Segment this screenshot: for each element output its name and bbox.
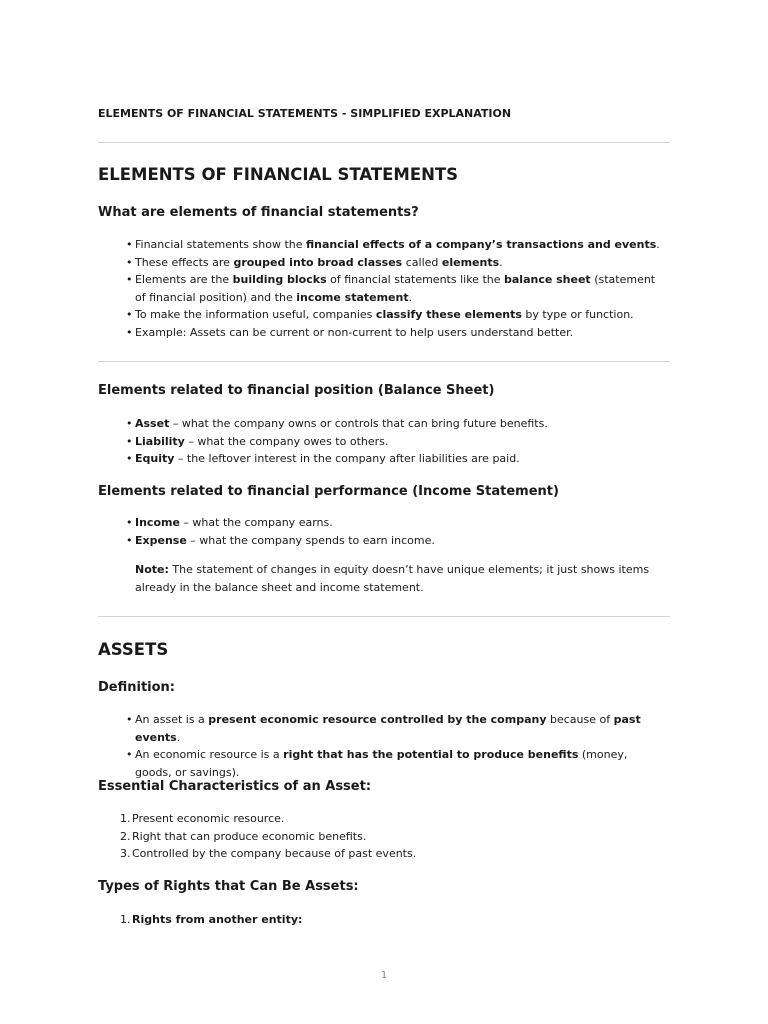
list-item xyxy=(126,254,666,272)
section-subtitle: What are elements of financial statements? xyxy=(98,205,419,220)
elements-bullet-list xyxy=(126,236,666,341)
performance-bullet-list xyxy=(126,514,666,549)
bold-text: classify these elements xyxy=(375,308,522,321)
list-item xyxy=(126,532,666,550)
rights-heading: Types of Rights that Can Be Assets: xyxy=(98,879,359,894)
text: – what the company earns. xyxy=(179,516,333,529)
list-number: 2. xyxy=(120,829,131,843)
text: – what the company owes to others. xyxy=(184,434,389,448)
text: (money, goods, or savings). xyxy=(135,748,628,779)
bullet-marker: • xyxy=(126,452,133,465)
list-item xyxy=(126,711,666,746)
bold-text: balance sheet xyxy=(504,273,591,286)
divider xyxy=(98,361,670,362)
text: Financial statements show the xyxy=(135,238,306,251)
bullet-marker: • xyxy=(126,325,133,339)
numbered-list-item xyxy=(120,845,660,863)
text: Elements are the xyxy=(135,273,233,286)
text: – what the company owns or controls that can bring future benefits. xyxy=(169,417,548,430)
performance-heading: Elements related to financial performance (Income Statement) xyxy=(98,484,559,499)
characteristics-numbered-list xyxy=(120,810,660,863)
note-paragraph xyxy=(135,561,665,596)
text: Present economic resource. xyxy=(132,812,285,825)
characteristics-heading: Essential Characteristics of an Asset: xyxy=(98,779,372,794)
bold-text: income statement xyxy=(296,290,409,304)
document-header: ELEMENTS OF FINANCIAL STATEMENTS - SIMPLIFIED EXPLANATION xyxy=(98,107,512,120)
list-item xyxy=(126,514,666,532)
section-title-assets: ASSETS xyxy=(98,640,169,659)
text: . xyxy=(656,238,660,251)
bold-text: financial effects of a company’s transactions and events xyxy=(306,238,657,251)
bullet-marker: • xyxy=(126,255,133,269)
bullet-marker: • xyxy=(126,533,133,547)
bold-text: grouped into broad classes xyxy=(233,255,403,269)
bold-text: past events xyxy=(135,713,641,744)
list-item xyxy=(126,236,666,254)
text: . xyxy=(408,290,413,304)
text: – the leftover interest in the company after liabilities are paid. xyxy=(174,452,520,465)
rights-numbered-list xyxy=(120,911,660,929)
bold-text: right that has the potential to produce benefits xyxy=(283,748,579,761)
text: To make the information useful, companies xyxy=(135,308,376,321)
list-number: 1. xyxy=(120,913,131,926)
bold-text: Income xyxy=(135,516,180,529)
numbered-list-item xyxy=(120,810,660,828)
list-item xyxy=(126,746,666,781)
definition-bullet-list xyxy=(126,711,666,781)
bold-text: present economic resource controlled by the company xyxy=(208,713,547,726)
definition-heading: Definition: xyxy=(98,680,176,695)
text: because of xyxy=(546,713,614,726)
text: . xyxy=(499,255,503,269)
text: of financial statements like the xyxy=(326,273,504,286)
numbered-list-item xyxy=(120,911,660,929)
list-item xyxy=(126,271,666,306)
list-item xyxy=(126,415,666,433)
list-number: 1. xyxy=(120,812,131,825)
list-number: 3. xyxy=(120,847,131,860)
divider xyxy=(98,142,670,143)
bold-text: Asset xyxy=(135,417,170,430)
bullet-marker: • xyxy=(126,748,133,761)
section-title-elements: ELEMENTS OF FINANCIAL STATEMENTS xyxy=(98,165,459,184)
position-heading: Elements related to financial position (Balance Sheet) xyxy=(98,383,495,398)
bullet-marker: • xyxy=(126,713,133,726)
bold-text: building blocks xyxy=(232,273,327,286)
bullet-marker: • xyxy=(126,273,133,286)
bold-text: elements xyxy=(441,255,500,269)
bold-text: Expense xyxy=(135,533,187,547)
text: Controlled by the company because of past events. xyxy=(132,847,417,860)
text: These effects are xyxy=(135,255,234,269)
note-text: The statement of changes in equity doesn’t have unique elements; it just shows items already in the balance sheet and income statement. xyxy=(135,563,650,594)
bold-text: Rights from another entity: xyxy=(132,913,303,926)
text: (statement of financial position) and the xyxy=(135,273,656,304)
text: by type or function. xyxy=(521,308,634,321)
text: An economic resource is a xyxy=(135,748,284,761)
text: – what the company spends to earn income. xyxy=(186,533,435,547)
list-item xyxy=(126,433,666,451)
bullet-marker: • xyxy=(126,238,133,251)
bullet-marker: • xyxy=(126,434,133,448)
page-number: 1 xyxy=(380,970,388,981)
list-item xyxy=(126,324,666,342)
bullet-marker: • xyxy=(126,516,133,529)
list-item xyxy=(126,306,666,324)
note-label: Note: xyxy=(135,563,169,576)
position-bullet-list xyxy=(126,415,666,468)
list-item xyxy=(126,450,666,468)
numbered-list-item xyxy=(120,828,660,846)
bullet-marker: • xyxy=(126,417,133,430)
text: . xyxy=(176,730,181,744)
bold-text: Equity xyxy=(135,452,175,465)
text: Right that can produce economic benefits. xyxy=(132,829,367,843)
bullet-marker: • xyxy=(126,308,133,321)
text: called xyxy=(402,255,442,269)
text: An asset is a xyxy=(135,713,209,726)
bold-text: Liability xyxy=(135,434,185,448)
divider xyxy=(98,616,670,617)
text: Example: Assets can be current or non-current to help users understand better. xyxy=(135,325,574,339)
